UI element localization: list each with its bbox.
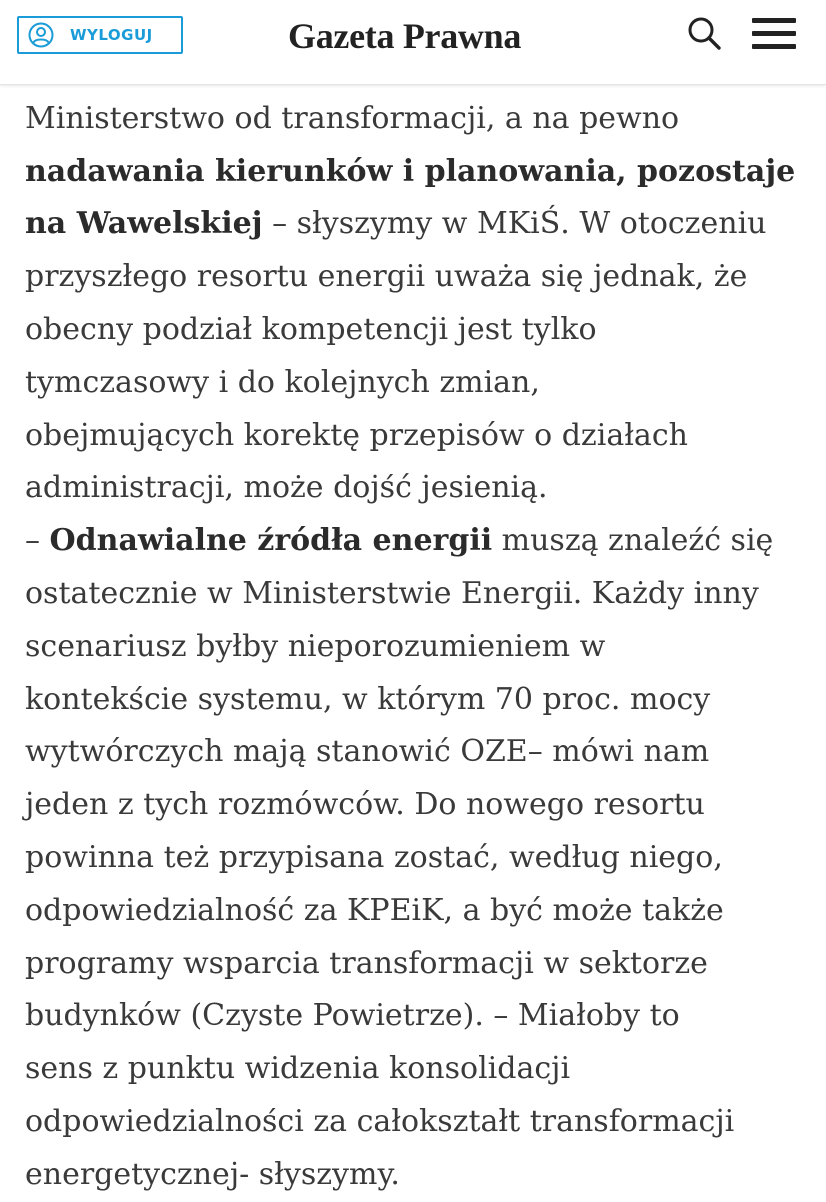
article-line: budynków (Czyste Powietrze). – Miałoby to [25,998,680,1034]
article-line: programy wsparcia transformacji w sektorze [25,945,708,981]
article-line: sens z punktu widzenia konsolidacji [25,1051,571,1087]
top-header [0,0,826,85]
hamburger-menu-icon[interactable] [752,18,796,50]
article-line: ostatecznie w Ministerstwie Energii. Każdy inny [25,575,759,611]
user-circle-icon [28,22,54,48]
text-span: muszą znaleźć się [492,523,774,559]
text-span: – słyszymy w MKiŚ. W otoczeniu [262,206,767,242]
article-line: wytwórczych mają stanowić OZE– mówi nam [25,734,710,770]
article-line [25,198,825,251]
logout-label: WYLOGUJ [70,26,153,44]
bold-phrase: na Wawelskiej [25,206,263,242]
article-line: kontekście systemu, w którym 70 proc. mocy [25,681,711,717]
article-line: obejmujących korektę przepisów o działach [25,417,688,453]
article-line: administracji, może dojść jesienią. [25,470,548,506]
article-line: przyszłego resortu energii uważa się jednak, że [25,259,748,295]
article-line: tymczasowy i do kolejnych zmian, [25,364,540,400]
logout-button[interactable] [17,16,183,54]
article-line: odpowiedzialność za KPEiK, a być może także [25,892,724,928]
article-line: Ministerstwo od transformacji, a na pewno [25,100,680,136]
article-line: powinna też przypisana zostać, według niego, [25,839,723,875]
site-logo[interactable]: Gazeta Prawna [288,16,522,56]
article-line: energetycznej- słyszymy. [25,1156,400,1192]
article-line: obecny podział kompetencji jest tylko [25,311,597,347]
bold-phrase: Odnawialne źródła energii [49,523,493,559]
article-line: jeden z tych rozmówców. Do nowego resortu [25,787,705,823]
article-line: scenariusz byłby nieporozumieniem w [25,628,606,664]
text-span: – [25,523,50,559]
article-line: nadawania kierunków i planowania, pozostaje [25,153,796,189]
article-line [25,515,825,568]
article-line: odpowiedzialności za całokształt transformacji [25,1103,735,1139]
article-body [25,40,825,1202]
search-icon[interactable] [686,15,722,51]
